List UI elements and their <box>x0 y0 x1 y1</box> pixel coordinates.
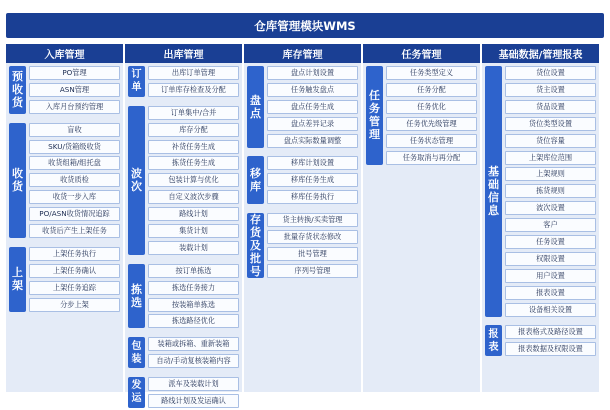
module-item: 自定义波次步骤 <box>148 190 239 204</box>
module-item: 自动/手动复核装箱内容 <box>148 354 239 368</box>
module-item: 拣货规则 <box>505 184 596 198</box>
group-label: 发 运 <box>128 377 145 408</box>
module-item: 收货质检 <box>29 173 120 187</box>
module-item: PO/ASN收货情况追踪 <box>29 207 120 221</box>
module-item: 收货后产生上架任务 <box>29 224 120 238</box>
module-item: 货品设置 <box>505 100 596 114</box>
module-item: 按订单拣选 <box>148 264 239 278</box>
module-item: 补货任务生成 <box>148 140 239 154</box>
module-item: 移库计划设置 <box>267 156 358 170</box>
module-item: 货主设置 <box>505 83 596 97</box>
module-item: 收货一步入库 <box>29 190 120 204</box>
group-label: 拣 选 <box>128 264 145 329</box>
module-item: 客户 <box>505 218 596 232</box>
module-item: 任务状态管理 <box>386 134 477 148</box>
module-item: 设备相关设置 <box>505 303 596 317</box>
module-item: 拣选路径优化 <box>148 314 239 328</box>
module-item: 上架任务确认 <box>29 264 120 278</box>
module-item: 路线计划及发运确认 <box>148 394 239 408</box>
module-item: SKU/货箱级收货 <box>29 140 120 154</box>
module-item: 拣选任务接力 <box>148 281 239 295</box>
module-item: 任务类型定义 <box>386 66 477 80</box>
module-item: 出库订单管理 <box>148 66 239 80</box>
group-label: 任 务 管 理 <box>366 66 383 165</box>
module-item: ASN管理 <box>29 83 120 97</box>
module-item: 任务设置 <box>505 235 596 249</box>
module-item: 上架任务执行 <box>29 247 120 261</box>
group-label: 报 表 <box>485 325 502 356</box>
column-header: 任务管理 <box>363 44 480 63</box>
module-item: 序列号管理 <box>267 264 358 278</box>
group-label: 收 货 <box>9 123 26 238</box>
module-item: 报表数据及权限设置 <box>505 342 596 356</box>
module-item: 盘点实际数量调整 <box>267 134 358 148</box>
group-label: 上 架 <box>9 247 26 312</box>
module-item: 任务优先级管理 <box>386 117 477 131</box>
module-item: 任务取消与再分配 <box>386 151 477 165</box>
module-item: 权限设置 <box>505 252 596 266</box>
group-label: 订 单 <box>128 66 145 97</box>
module-item: 入库月台预约管理 <box>29 100 120 114</box>
column-header: 库存管理 <box>244 44 361 63</box>
group-label: 基 础 信 息 <box>485 66 502 317</box>
module-item: 分步上架 <box>29 298 120 312</box>
module-item: 装箱或拆箱、重新装箱 <box>148 337 239 351</box>
module-item: 上架规则 <box>505 167 596 181</box>
module-item: 货位类型设置 <box>505 117 596 131</box>
module-item: 任务优化 <box>386 100 477 114</box>
module-item: 报表设置 <box>505 286 596 300</box>
module-item: 批量存货状态修改 <box>267 230 358 244</box>
module-item: 按装箱单拣选 <box>148 298 239 312</box>
module-item: 盘点计划设置 <box>267 66 358 80</box>
page-title: 仓库管理模块WMS <box>6 13 604 38</box>
group-label: 预 收 货 <box>9 66 26 114</box>
group-label: 移 库 <box>247 156 264 204</box>
module-item: 移库任务生成 <box>267 173 358 187</box>
module-item: 任务分配 <box>386 83 477 97</box>
module-item: 路线计划 <box>148 207 239 221</box>
group-label: 包 装 <box>128 337 145 368</box>
module-item: 货位容量 <box>505 134 596 148</box>
group-label: 存 货 及 批 号 <box>247 213 264 278</box>
module-item: 集货计划 <box>148 224 239 238</box>
module-item: 任务触发盘点 <box>267 83 358 97</box>
module-item: 拣货任务生成 <box>148 156 239 170</box>
module-item: 订单集中/合并 <box>148 106 239 120</box>
group-label: 盘 点 <box>247 66 264 148</box>
module-item: PO管理 <box>29 66 120 80</box>
module-item: 盲收 <box>29 123 120 137</box>
module-item: 收货组箱/组托盘 <box>29 156 120 170</box>
module-item: 订单库存检查及分配 <box>148 83 239 97</box>
module-item: 派车及装载计划 <box>148 377 239 391</box>
module-item: 库存分配 <box>148 123 239 137</box>
module-item: 货主转换/买卖管理 <box>267 213 358 227</box>
module-item: 装载计划 <box>148 241 239 255</box>
module-item: 报表格式及路径设置 <box>505 325 596 339</box>
column-header: 基础数据/管理报表 <box>482 44 599 63</box>
group-label: 波 次 <box>128 106 145 255</box>
module-item: 移库任务执行 <box>267 190 358 204</box>
column-header: 出库管理 <box>125 44 242 63</box>
module-item: 上架任务追踪 <box>29 281 120 295</box>
module-item: 货位设置 <box>505 66 596 80</box>
module-item: 包装计算与优化 <box>148 173 239 187</box>
column-header: 入库管理 <box>6 44 123 63</box>
module-item: 盘点差异记录 <box>267 117 358 131</box>
module-item: 用户设置 <box>505 269 596 283</box>
module-item: 波次设置 <box>505 201 596 215</box>
module-item: 盘点任务生成 <box>267 100 358 114</box>
module-item: 批号管理 <box>267 247 358 261</box>
module-item: 上架库位范围 <box>505 151 596 165</box>
